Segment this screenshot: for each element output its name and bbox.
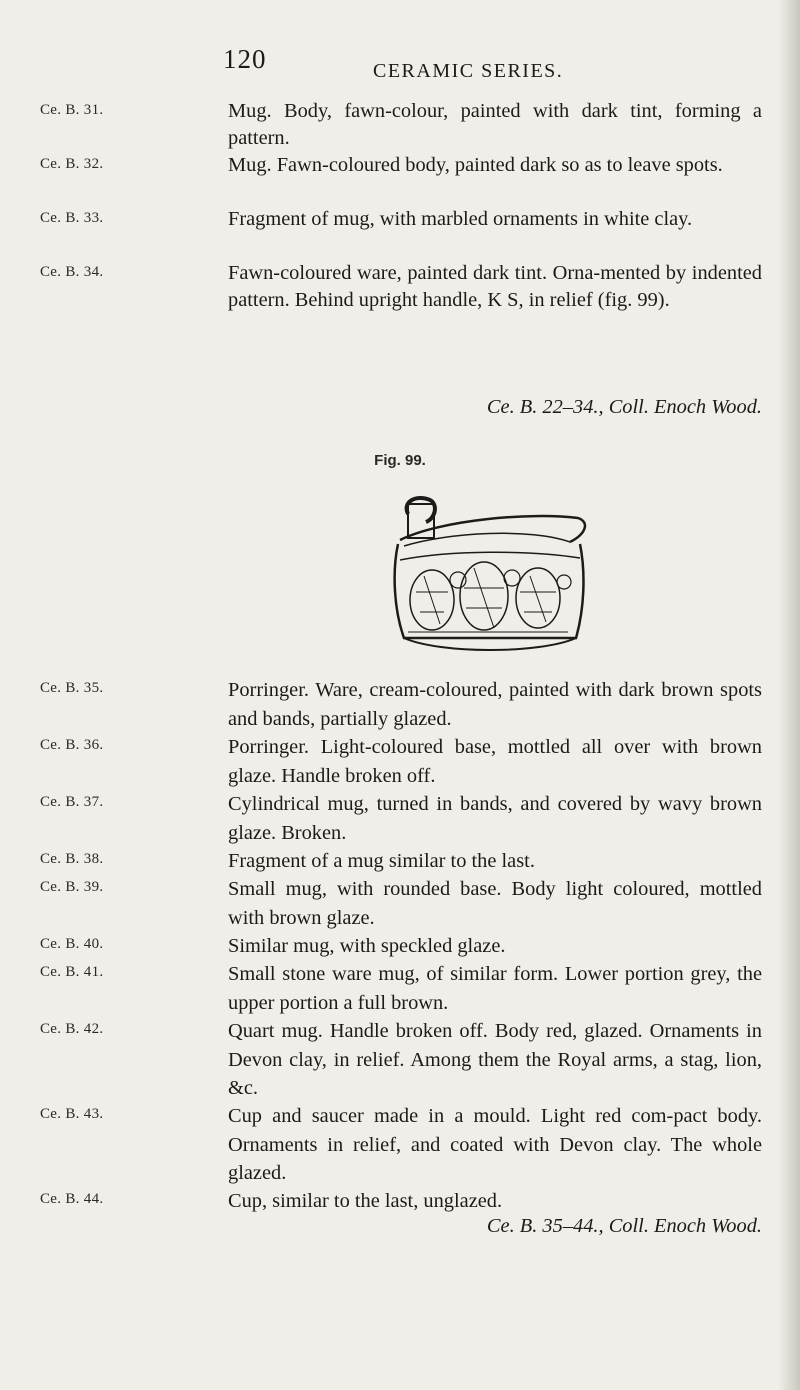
entry-description: Small mug, with rounded base. Body light coloured, mottled with brown glaze.	[228, 878, 762, 929]
figure-caption: Fig. 99.	[374, 452, 426, 469]
entry-reference: Ce. B. 32.	[40, 156, 104, 172]
page-edge-shadow	[778, 0, 800, 1390]
entry-reference: Ce. B. 38.	[40, 851, 104, 867]
entry-description: Mug. Fawn-coloured body, painted dark so as to leave spots.	[228, 154, 723, 176]
entry-description: Similar mug, with speckled glaze.	[228, 935, 506, 957]
entry-description: Quart mug. Handle broken off. Body red, glazed. Ornaments in Devon clay, in relief. Among them the Royal arms, a stag, lion, &c.	[228, 1020, 762, 1099]
page-header	[0, 32, 800, 92]
entry-description: Fawn-coloured ware, painted dark tint. Orna-mented by indented pattern. Behind upright handle, K S, in relief (fig. 99).	[228, 262, 762, 311]
entry-reference: Ce. B. 43.	[40, 1106, 104, 1122]
entry-reference: Ce. B. 44.	[40, 1191, 104, 1207]
entry-reference: Ce. B. 36.	[40, 737, 104, 753]
entry-reference: Ce. B. 31.	[40, 102, 104, 118]
entry-reference: Ce. B. 39.	[40, 879, 104, 895]
entry-reference: Ce. B. 33.	[40, 210, 104, 226]
entry-description: Mug. Body, fawn-colour, painted with dark tint, forming a pattern.	[228, 100, 762, 149]
entry-description: Small stone ware mug, of similar form. Lower portion grey, the upper portion a full brown.	[228, 963, 762, 1014]
page-number: 120	[223, 44, 267, 74]
entry-reference: Ce. B. 41.	[40, 964, 104, 980]
entry-description: Cup, similar to the last, unglazed.	[228, 1190, 503, 1212]
entry-reference: Ce. B. 35.	[40, 680, 104, 696]
collection-citation: Ce. B. 22–34., Coll. Enoch Wood.	[486, 396, 762, 418]
entry-reference: Ce. B. 40.	[40, 936, 104, 952]
running-title: CERAMIC SERIES.	[373, 60, 564, 82]
entry-description: Porringer. Light-coloured base, mottled all over with brown glaze. Handle broken off.	[228, 736, 762, 787]
mug-drawing	[380, 492, 600, 660]
entry-description: Cylindrical mug, turned in bands, and covered by wavy brown glaze. Broken.	[228, 793, 762, 844]
ornamented-mug-illustration	[380, 492, 600, 660]
entry-description: Fragment of mug, with marbled ornaments in white clay.	[228, 208, 693, 230]
collection-citation: Ce. B. 35–44., Coll. Enoch Wood.	[486, 1215, 762, 1237]
entry-description: Fragment of a mug similar to the last.	[228, 850, 535, 872]
entry-reference: Ce. B. 42.	[40, 1021, 104, 1037]
entry-reference: Ce. B. 37.	[40, 794, 104, 810]
entry-description: Cup and saucer made in a mould. Light red com-pact body. Ornaments in relief, and coated with Devon clay. The whole glazed.	[228, 1105, 762, 1184]
entry-reference: Ce. B. 34.	[40, 264, 104, 280]
entry-description: Porringer. Ware, cream-coloured, painted with dark brown spots and bands, partially glazed.	[228, 679, 762, 730]
